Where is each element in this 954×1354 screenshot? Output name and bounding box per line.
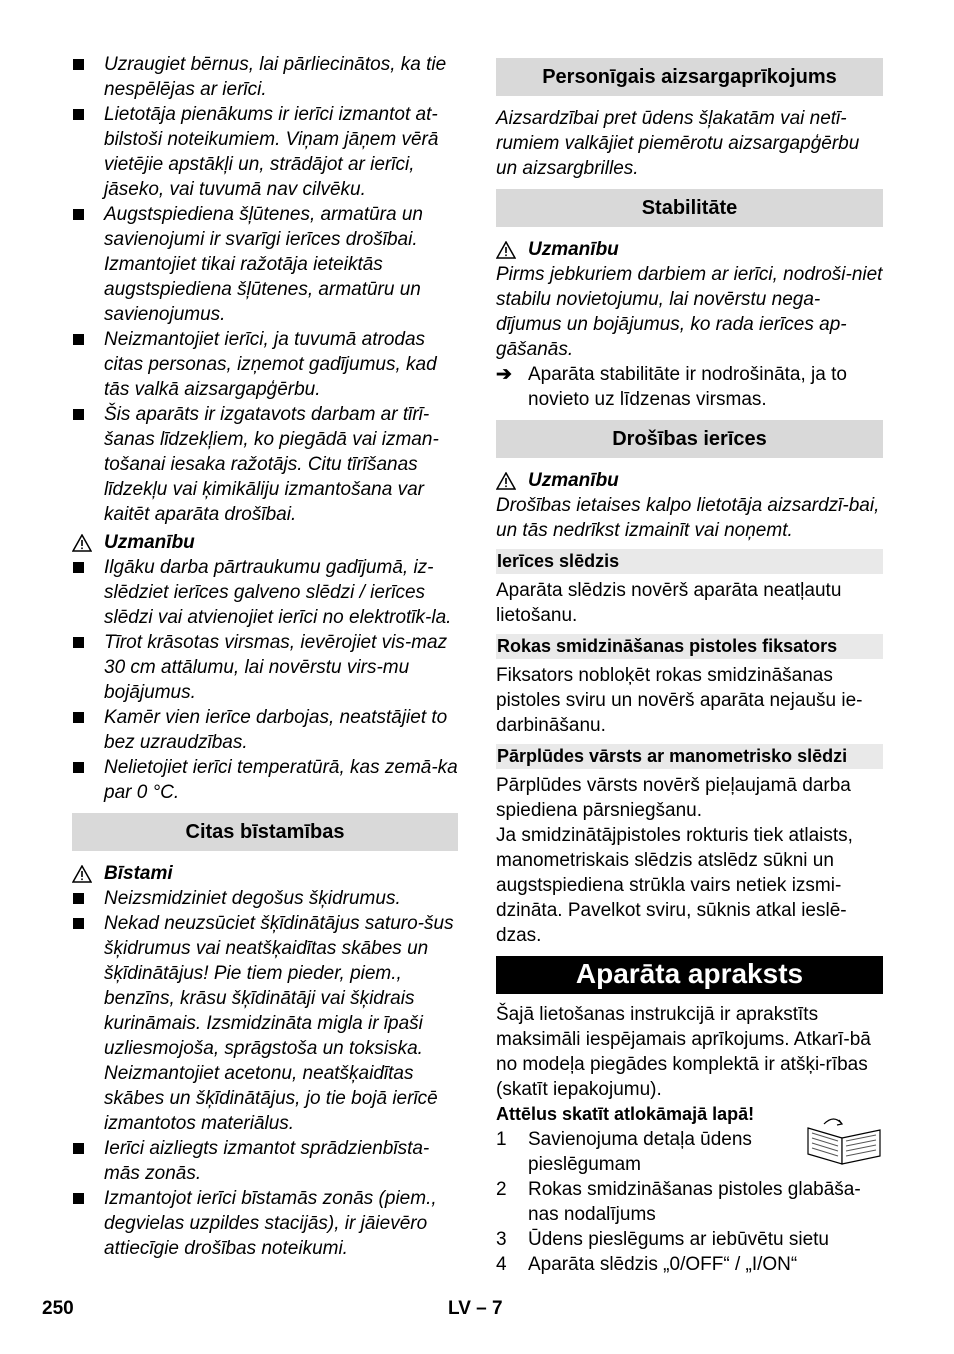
- description-text: Šajā lietošanas instrukcijā ir aprakstīts maksimāli iespējamais aprīkojums. Atkarī-bā no modeļa piegādes komplektā ir atšķi-rības (skatīt iepakojumu).: [496, 1004, 871, 1100]
- safety-text: Drošības ietaises kalpo lietotāja aizsardzī-bai, un tās nedrīkst izmainīt vai noņemt.: [496, 495, 880, 541]
- warning-heading: [72, 530, 458, 555]
- danger-label: Bīstami: [104, 863, 173, 884]
- subheading-overflow-valve: Pārplūdes vārsts ar manometrisko slēdzi: [496, 744, 883, 769]
- warning-heading: [496, 237, 883, 262]
- warning-triangle-icon: [496, 241, 516, 259]
- item-number: 1: [496, 1129, 507, 1150]
- list-item: Neizsmidziniet degošus šķidrumus.: [72, 886, 458, 911]
- stability-result-text: Aparāta stabilitāte ir nodrošināta, ja to novieto uz līdzenas virsmas.: [528, 364, 847, 410]
- bullet-list-caution: [72, 555, 458, 805]
- valve-text-2: Ja smidzinātājpistoles rokturis tiek atlaists, manometriskais slēdzis atslēdz sūkni un augstspiediena strūkla vairs netiek izsmi-dzināta. Pavelkot sviru, sūknis atkal ieslē-dzas.: [496, 825, 853, 946]
- subheading-device-switch: Ierīces slēdzis: [496, 549, 883, 574]
- fold-out-book-icon: [804, 1114, 884, 1166]
- valve-text-1: Pārplūdes vārsts novērš pieļaujamā darba spiediena pārsniegšanu.: [496, 775, 851, 821]
- warning-heading: [496, 468, 883, 493]
- bullet-list-general: [72, 52, 458, 527]
- list-item: Kamēr vien ierīce darbojas, neatstājiet to bez uzraudzības.: [72, 705, 458, 755]
- danger-heading: [72, 861, 458, 886]
- stability-text: Pirms jebkuriem darbiem ar ierīci, nodroši-niet stabilu novietojumu, lai novērstu nega-dījumus un bojājumus, ko rada ierīces ap-gāšanās.: [496, 264, 883, 360]
- bullet-list-danger: [72, 886, 458, 1261]
- list-item: Tīrot krāsotas virsmas, ievērojiet vis-maz 30 cm attālumu, lai novērstu virs-mu bojājumus.: [72, 630, 458, 705]
- ppe-text: Aizsardzībai pret ūdens šļakatām vai netī-rumiem valkājiet piemērotu aizsargapģērbu un aizsargbrilles.: [496, 108, 860, 179]
- list-item: [496, 1252, 883, 1277]
- section-heading-safety-devices: Drošības ierīces: [496, 420, 883, 458]
- warning-label: Uzmanību: [104, 532, 195, 553]
- item-text: Ūdens pieslēgums ar iebūvētu sietu: [528, 1229, 830, 1250]
- section-heading-stability: Stabilitāte: [496, 189, 883, 227]
- list-item: Neizmantojiet ierīci, ja tuvumā atrodas citas personas, izņemot gadījumus, kad tās valkā aizsargapģērbu.: [72, 327, 458, 402]
- chapter-heading-description: Aparāta apraksts: [496, 956, 883, 994]
- list-item: [496, 1177, 883, 1227]
- warning-label: Uzmanību: [528, 239, 619, 260]
- right-column: [496, 58, 883, 1277]
- item-text: Aparāta slēdzis „0/OFF“ / „I/ON“: [528, 1254, 798, 1275]
- warning-triangle-icon: [72, 865, 92, 883]
- list-item: Lietotāja pienākums ir ierīci izmantot at-bilstoši noteikumiem. Viņam jāņem vērā vietējie apstākļi un, strādājot ar ierīci, jāseko, vai tuvumā nav cilvēku.: [72, 102, 458, 202]
- warning-triangle-icon: [496, 472, 516, 490]
- section-heading-ppe: Personīgais aizsargaprīkojums: [496, 58, 883, 96]
- warning-label: Uzmanību: [528, 470, 619, 491]
- list-item: Šis aparāts ir izgatavots darbam ar tīrī-šanas līdzekļiem, ko piegādā vai izman-tošanai iesaka ražotājs. Citu tīrīšanas līdzekļu vai ķimikāliju izmantošana var kaitēt aparāta drošībai.: [72, 402, 458, 527]
- list-item: Izmantojot ierīci bīstamās zonās (piem., degvielas uzpildes stacijās), ir jāievēro attiecīgie drošības noteikumi.: [72, 1186, 458, 1261]
- item-text: Savienojuma detaļa ūdens pieslēgumam: [528, 1129, 752, 1175]
- item-number: 4: [496, 1254, 507, 1275]
- list-item: Nelietojiet ierīci temperatūrā, kas zemā-ka par 0 °C.: [72, 755, 458, 805]
- item-number: 2: [496, 1179, 507, 1200]
- switch-text: Aparāta slēdzis novērš aparāta neatļautu lietošanu.: [496, 580, 842, 626]
- lock-text: Fiksators nobloķēt rokas smidzināšanas pistoles sviru un novērš aparāta nejaušu ie-darbināšanu.: [496, 665, 863, 736]
- list-item: Ilgāku darba pārtraukumu gadījumā, iz-slēdziet ierīces galveno slēdzi / ierīces slēdzi vai atvienojiet ierīci no elektrotīk-la.: [72, 555, 458, 630]
- warning-triangle-icon: [72, 534, 92, 552]
- item-text: Rokas smidzināšanas pistoles glabāša-nas nodalījums: [528, 1179, 861, 1225]
- list-item: [496, 1127, 776, 1177]
- subheading-trigger-lock: Rokas smidzināšanas pistoles fiksators: [496, 634, 883, 659]
- page-number: 250: [42, 1298, 74, 1319]
- fold-out-note: Attēlus skatīt atlokāmajā lapā!: [496, 1104, 755, 1124]
- list-item: [496, 1227, 883, 1252]
- stability-result: [496, 362, 883, 412]
- arrow-right-icon: ➔: [496, 364, 512, 385]
- item-number: 3: [496, 1229, 507, 1250]
- list-item: Augstspiediena šļūtenes, armatūra un savienojumi ir svarīgi ierīces drošībai. Izmantojiet tikai ražotāja ieteiktās augstspiediena šļūtenes, armatūru un savienojumus.: [72, 202, 458, 327]
- section-heading-other-hazards: Citas bīstamības: [72, 813, 458, 851]
- list-item: Nekad neuzsūciet šķīdinātājus saturo-šus šķidrumus vai neatšķaidītas skābes un šķīdinātājus! Pie tiem pieder, piem., benzīns, krāsu šķīdinātāji vai šķidrais kurināmais. Izsmidzināta migla ir īpaši uzliesmojoša, sprāgstoša un toksiska. Neizmantojiet acetonu, neatšķaidītas skābes un šķīdinātājus, jo tie bojā ierīcē izmantotos materiālus.: [72, 911, 458, 1136]
- list-item: Uzraugiet bērnus, lai pārliecinātos, ka tie nespēlējas ar ierīci.: [72, 52, 458, 102]
- list-item: Ierīci aizliegts izmantot sprādzienbīsta-mās zonās.: [72, 1136, 458, 1186]
- language-page-label: LV – 7: [448, 1298, 503, 1319]
- left-column: [72, 52, 458, 1261]
